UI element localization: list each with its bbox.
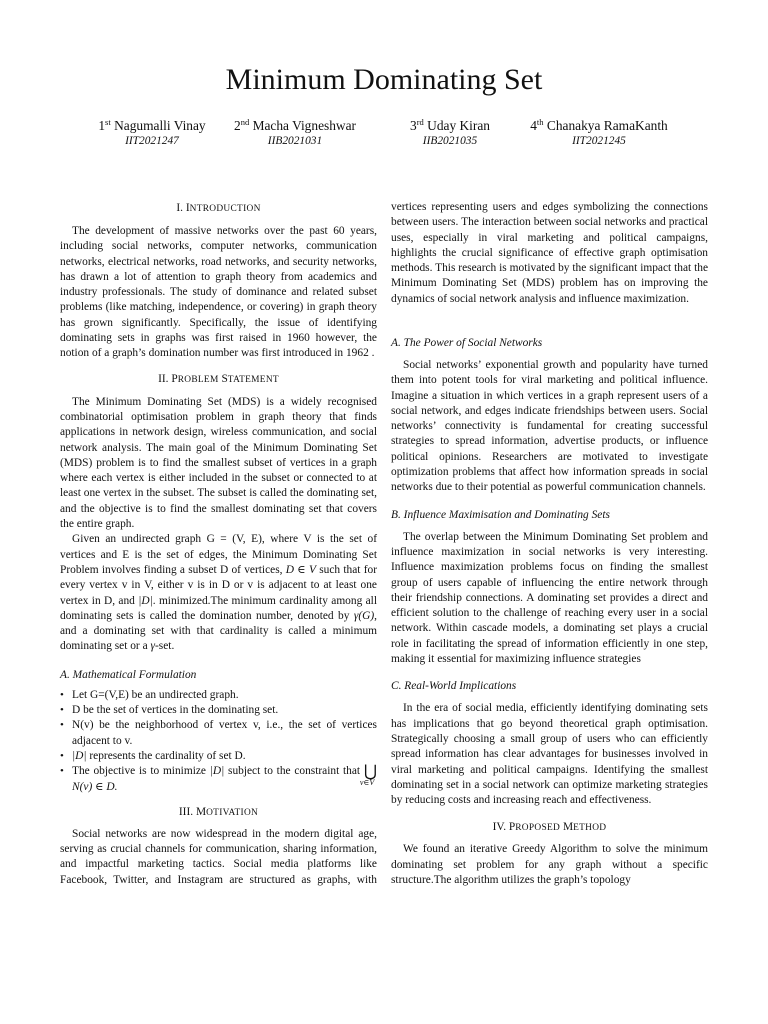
subsection-heading-real-world-implications: C. Real-World Implications — [391, 680, 517, 693]
proposed-method-paragraph: We found an iterative Greedy Algorithm to solve the minimum dominating set problem for any graph without a specific structure.The algorithm utilizes the graph’s topology — [391, 843, 708, 887]
union-index: v∈V — [359, 778, 375, 788]
left-column — [60, 200, 377, 889]
math-gamma-g: γ(G) — [353, 609, 375, 622]
realworld-paragraph: In the era of social media, efficiently identifying dominating sets has implications that go beyond theoretical graph optimisation. Strategically choosing a small group of users who can efficiently spread information has clear advantages for businesses involved in viral marketing and political campaigns. Identifying the smallest dominating set in a social network can optimize marketing strategies by reducing costs and increasing reach and effectiveness. — [391, 702, 708, 807]
formulation-list — [60, 688, 377, 804]
list-item: • D be the set of vertices in the dominating set. — [60, 703, 377, 718]
author-id: IIB2021031 — [267, 135, 323, 147]
motivation-continued — [391, 200, 708, 324]
bullet-icon: • — [60, 688, 64, 701]
list-item: • The objective is to minimize |D| subject to the constraint that ⋃ v∈V N(v) ∈ D. — [60, 763, 377, 793]
power-paragraph: Social networks’ exponential growth and popularity have turned them into potent tools for viral marketing and political influence. Imagine a situation in which vertices in a graph represent users of a social network, and edges indicate friendships between users. Social networks’ connectivity is fundamental for creating successful strategies to spread information, advertise products, or influence political opinions. Researchers are motivated to investigate optimization problems that affect how information spreads in social networks due to their potential as powerful communication channels. — [391, 359, 708, 494]
paper-title: Minimum Dominating Set — [225, 63, 543, 96]
problem-paragraph-1: The Minimum Dominating Set (MDS) is a widely recognised combinatorial optimisation problem in graph theory that finds applications in network design, wireless communication, and social network analysis. The main goal of the Minimum Dominating Set (MDS) problem is to find the smallest subset of vertices in a graph where each vertex is either included in the subset or connected to at least one vertex in the subset. The subset is called the dominating set, and the objective is to find the smallest dominating set that covers the entire graph. — [60, 395, 377, 531]
author-block — [0, 118, 768, 158]
author-id: IIT2021247 — [125, 135, 179, 147]
math-gamma: γ — [150, 640, 155, 653]
author-name: 1st Nagumalli Vinay — [98, 117, 206, 133]
right-column — [391, 200, 708, 888]
subsection-heading-power-of-social-networks: A. The Power of Social Networks — [391, 337, 543, 349]
introduction-paragraph: The development of massive networks over the past 60 years, including social networks, computer networks, communication networks, electrical networks, road networks, and security networks, has drawn a lot of attention to graph theory from academics and industry professionals. The study of dominance and related subset problems (like matching, independence, or covering) in graph theory has grown significantly. Specifically, the issue of identifying dominating sets in graphs was first raised in 1960 however, the notion of a graph’s domination number was first introduced in 1962 . — [60, 225, 377, 360]
section-heading-problem-statement: II. PROBLEM STATEMENT — [158, 372, 279, 385]
influence-paragraph: The overlap between the Minimum Dominating Set problem and influence maximization in social networks is very interesting. Influence maximization problems focus on finding the smallest group of users capable of influencing the entire network through their friendship connections. A dominating set provides a direct and efficient solution to the challenge of reaching every user in a social network. Within cascade models, a dominating set plays a crucial role in facilitating the spread of information efficiently in one step, making it essential for maximizing influence strategies — [391, 530, 708, 666]
section-heading-introduction: I. INTRODUCTION — [176, 202, 261, 214]
list-item: • Let G=(V,E) be an undirected graph. — [60, 688, 377, 703]
subsection-heading-influence-maximisation: B. Influence Maximisation and Dominating Sets — [391, 508, 610, 521]
author-id: IIB2021035 — [422, 135, 478, 147]
author-name: 4th Chanakya RamaKanth — [530, 117, 668, 133]
subsection-heading-mathematical-formulation: A. Mathematical Formulation — [60, 668, 197, 681]
author-name: 2nd Macha Vigneshwar — [234, 117, 356, 133]
list-item: • |D| represents the cardinality of set D. — [60, 749, 377, 764]
section-heading-motivation: III. MOTIVATION — [178, 805, 259, 818]
union-symbol: ⋃ — [363, 763, 377, 781]
author-id: IIT2021245 — [572, 135, 626, 147]
bullet-icon: • — [60, 749, 64, 762]
list-item: • N(v) be the neighborhood of vertex v, i.e., the set of vertices adjacent to v. — [60, 719, 377, 747]
author-name: 3rd Uday Kiran — [410, 117, 490, 133]
math-d-in-v: D ∈ V — [285, 563, 316, 576]
bullet-icon: • — [60, 719, 64, 732]
bullet-icon: • — [60, 704, 64, 717]
motivation-paragraph-continued: vertices representing users and edges symbolizing the connections between users. The interaction between social networks and practical uses, especially in viral marketing and political campaigns, highlights the crucial significance of effective graph optimisation methods. This research is motivated by the significant impact that the Minimum Dominating Set (MDS) problem has on improving the dynamics of social network analysis and influence maximization. — [391, 201, 708, 305]
author-4 — [499, 118, 699, 149]
section-heading-proposed-method: IV. PROPOSED METHOD — [492, 821, 607, 834]
math-card-d: |D| — [138, 594, 153, 607]
motivation-paragraph: Social networks are now widespread in the modern digital age, serving as crucial channels for communication, sharing information, and impactful marketing tactics. Social media platforms like Facebook, Twitter, and Instagram are structured as graphs, with — [60, 827, 377, 886]
bullet-icon: • — [60, 765, 64, 778]
problem-paragraph-2: Given an undirected graph G = (V, E), where V is the set of vertices and E is the set of edges, the Minimum Dominating Set Problem involves finding a subset D of vertices, D ∈ V such that for every vertex v in V, either v is in D or v is adjacent to at least one vertex in D, and |D|. minimized.The minimum cardinality among all dominating sets is called the domination number, denoted by γ(G), and a dominating set with that cardinality is called a minimum dominating set or a γ-set. — [60, 533, 377, 653]
